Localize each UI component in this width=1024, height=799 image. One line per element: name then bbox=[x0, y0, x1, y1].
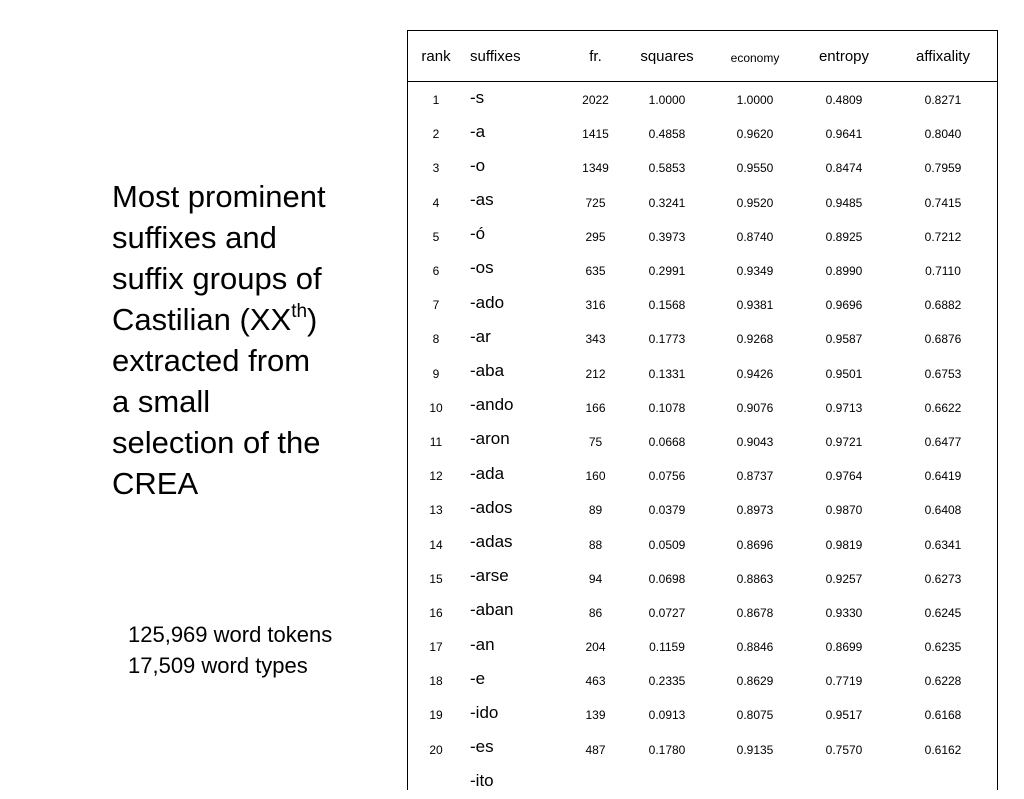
cell-fr: 463 bbox=[568, 663, 623, 697]
cell-rank: 18 bbox=[408, 663, 464, 697]
cell-fr: 343 bbox=[568, 321, 623, 355]
cell-economy: 0.8973 bbox=[711, 492, 799, 526]
cell-suffix: -es bbox=[464, 731, 568, 765]
title-line: Most prominent bbox=[112, 176, 372, 217]
cell-rank: 20 bbox=[408, 731, 464, 765]
cell-fr: 316 bbox=[568, 287, 623, 321]
cell-squares: 0.0509 bbox=[623, 526, 711, 560]
cell-suffix: -ada bbox=[464, 458, 568, 492]
cell-affixality: 0.6245 bbox=[889, 594, 997, 628]
cell-squares: 0.0668 bbox=[623, 423, 711, 457]
header-suffixes: suffixes bbox=[464, 31, 568, 82]
table-row bbox=[408, 287, 997, 321]
header-affixality: affixality bbox=[889, 31, 997, 82]
cell-affixality: 0.6408 bbox=[889, 492, 997, 526]
table-row bbox=[408, 82, 997, 116]
cell-squares: 0.1078 bbox=[623, 389, 711, 423]
cell-affixality: 0.6341 bbox=[889, 526, 997, 560]
cell-rank: 1 bbox=[408, 82, 464, 116]
header-entropy: entropy bbox=[799, 31, 889, 82]
cell-suffix: -e bbox=[464, 663, 568, 697]
cell-rank: 11 bbox=[408, 423, 464, 457]
title-line: CREA bbox=[112, 463, 372, 504]
table-row bbox=[408, 150, 997, 184]
title-line bbox=[112, 299, 372, 340]
table-row bbox=[408, 116, 997, 150]
title-line: suffix groups of bbox=[112, 258, 372, 299]
cell-entropy: 0.9696 bbox=[799, 287, 889, 321]
cell-rank: 4 bbox=[408, 184, 464, 218]
cell-fr: 204 bbox=[568, 629, 623, 663]
cell-entropy: 0.9641 bbox=[799, 116, 889, 150]
cell-entropy: 0.9501 bbox=[799, 355, 889, 389]
cell-economy: 0.9520 bbox=[711, 184, 799, 218]
cell-entropy: 0.9721 bbox=[799, 423, 889, 457]
cell-economy: 0.8629 bbox=[711, 663, 799, 697]
cell-suffix: -ito bbox=[464, 765, 568, 799]
cell-entropy: 0.9517 bbox=[799, 697, 889, 731]
cell-affixality: 0.6753 bbox=[889, 355, 997, 389]
cell-rank: 7 bbox=[408, 287, 464, 321]
cell-entropy: 0.9713 bbox=[799, 389, 889, 423]
cell-affixality: 0.6419 bbox=[889, 458, 997, 492]
cell-fr: 88 bbox=[568, 526, 623, 560]
cell-affixality: 0.6622 bbox=[889, 389, 997, 423]
cell-suffix: -o bbox=[464, 150, 568, 184]
cell-entropy bbox=[799, 765, 889, 799]
cell-economy: 0.9426 bbox=[711, 355, 799, 389]
cell-entropy: 0.7570 bbox=[799, 731, 889, 765]
cell-affixality: 0.7415 bbox=[889, 184, 997, 218]
table-row bbox=[408, 594, 997, 628]
cell-affixality: 0.6162 bbox=[889, 731, 997, 765]
cell-fr bbox=[568, 765, 623, 799]
cell-economy: 0.8696 bbox=[711, 526, 799, 560]
cell-squares: 0.1773 bbox=[623, 321, 711, 355]
cell-rank: 9 bbox=[408, 355, 464, 389]
suffix-table bbox=[408, 31, 997, 799]
cell-suffix: -os bbox=[464, 252, 568, 286]
cell-rank: 13 bbox=[408, 492, 464, 526]
cell-suffix: -ar bbox=[464, 321, 568, 355]
cell-entropy: 0.9257 bbox=[799, 560, 889, 594]
cell-economy: 0.8075 bbox=[711, 697, 799, 731]
cell-squares: 0.4858 bbox=[623, 116, 711, 150]
cell-rank: 2 bbox=[408, 116, 464, 150]
cell-squares: 1.0000 bbox=[623, 82, 711, 116]
cell-entropy: 0.8699 bbox=[799, 629, 889, 663]
cell-squares bbox=[623, 765, 711, 799]
cell-fr: 160 bbox=[568, 458, 623, 492]
cell-suffix: -ó bbox=[464, 218, 568, 252]
cell-entropy: 0.9819 bbox=[799, 526, 889, 560]
cell-entropy: 0.8474 bbox=[799, 150, 889, 184]
cell-fr: 2022 bbox=[568, 82, 623, 116]
cell-fr: 1415 bbox=[568, 116, 623, 150]
cell-affixality: 0.7212 bbox=[889, 218, 997, 252]
table-body bbox=[408, 82, 997, 799]
cell-economy: 0.9135 bbox=[711, 731, 799, 765]
cell-suffix: -ado bbox=[464, 287, 568, 321]
table-row bbox=[408, 423, 997, 457]
cell-rank: 8 bbox=[408, 321, 464, 355]
cell-squares: 0.0727 bbox=[623, 594, 711, 628]
cell-economy: 0.9076 bbox=[711, 389, 799, 423]
cell-entropy: 0.8925 bbox=[799, 218, 889, 252]
cell-squares: 0.1780 bbox=[623, 731, 711, 765]
cell-suffix: -aron bbox=[464, 423, 568, 457]
cell-economy: 0.8863 bbox=[711, 560, 799, 594]
cell-squares: 0.1159 bbox=[623, 629, 711, 663]
cell-affixality: 0.6477 bbox=[889, 423, 997, 457]
cell-fr: 86 bbox=[568, 594, 623, 628]
cell-fr: 89 bbox=[568, 492, 623, 526]
cell-economy: 0.9043 bbox=[711, 423, 799, 457]
table-row bbox=[408, 355, 997, 389]
cell-squares: 0.3973 bbox=[623, 218, 711, 252]
table-row bbox=[408, 184, 997, 218]
cell-suffix: -ados bbox=[464, 492, 568, 526]
cell-affixality: 0.6876 bbox=[889, 321, 997, 355]
table-header-row bbox=[408, 31, 997, 82]
cell-affixality: 0.7959 bbox=[889, 150, 997, 184]
cell-economy: 0.9550 bbox=[711, 150, 799, 184]
corpus-stats bbox=[128, 619, 332, 681]
cell-rank: 17 bbox=[408, 629, 464, 663]
table-row bbox=[408, 389, 997, 423]
cell-affixality: 0.6882 bbox=[889, 287, 997, 321]
cell-economy bbox=[711, 765, 799, 799]
cell-economy: 0.9381 bbox=[711, 287, 799, 321]
cell-entropy: 0.9330 bbox=[799, 594, 889, 628]
cell-fr: 94 bbox=[568, 560, 623, 594]
cell-suffix: -s bbox=[464, 82, 568, 116]
table-row bbox=[408, 697, 997, 731]
cell-suffix: -adas bbox=[464, 526, 568, 560]
cell-rank: 15 bbox=[408, 560, 464, 594]
header-fr: fr. bbox=[568, 31, 623, 82]
cell-squares: 0.0379 bbox=[623, 492, 711, 526]
cell-squares: 0.1568 bbox=[623, 287, 711, 321]
table-row bbox=[408, 458, 997, 492]
suffix-table-frame bbox=[407, 30, 998, 790]
word-types: 17,509 word types bbox=[128, 650, 332, 681]
cell-entropy: 0.7719 bbox=[799, 663, 889, 697]
cell-affixality: 0.6168 bbox=[889, 697, 997, 731]
cell-economy: 0.8678 bbox=[711, 594, 799, 628]
cell-suffix: -a bbox=[464, 116, 568, 150]
header-squares: squares bbox=[623, 31, 711, 82]
title-line: extracted from bbox=[112, 340, 372, 381]
table-row bbox=[408, 765, 997, 799]
title-text: ) bbox=[307, 302, 317, 337]
superscript: th bbox=[291, 301, 307, 322]
cell-entropy: 0.9587 bbox=[799, 321, 889, 355]
cell-suffix: -as bbox=[464, 184, 568, 218]
cell-entropy: 0.9485 bbox=[799, 184, 889, 218]
cell-rank: 14 bbox=[408, 526, 464, 560]
cell-rank: 19 bbox=[408, 697, 464, 731]
cell-squares: 0.1331 bbox=[623, 355, 711, 389]
cell-suffix: -arse bbox=[464, 560, 568, 594]
cell-fr: 139 bbox=[568, 697, 623, 731]
cell-squares: 0.0756 bbox=[623, 458, 711, 492]
cell-suffix: -aban bbox=[464, 594, 568, 628]
cell-suffix: -aba bbox=[464, 355, 568, 389]
cell-entropy: 0.8990 bbox=[799, 252, 889, 286]
cell-rank: 10 bbox=[408, 389, 464, 423]
cell-rank: 3 bbox=[408, 150, 464, 184]
cell-economy: 0.9349 bbox=[711, 252, 799, 286]
cell-economy: 0.8740 bbox=[711, 218, 799, 252]
slide-title bbox=[112, 176, 372, 504]
cell-affixality bbox=[889, 765, 997, 799]
title-text: Castilian (XX bbox=[112, 302, 291, 337]
cell-fr: 1349 bbox=[568, 150, 623, 184]
cell-squares: 0.3241 bbox=[623, 184, 711, 218]
cell-rank: 6 bbox=[408, 252, 464, 286]
cell-economy: 0.9268 bbox=[711, 321, 799, 355]
cell-squares: 0.5853 bbox=[623, 150, 711, 184]
cell-entropy: 0.4809 bbox=[799, 82, 889, 116]
cell-affixality: 0.6228 bbox=[889, 663, 997, 697]
cell-fr: 75 bbox=[568, 423, 623, 457]
header-economy: economy bbox=[711, 31, 799, 82]
table-row bbox=[408, 629, 997, 663]
title-line: selection of the bbox=[112, 422, 372, 463]
table-row bbox=[408, 218, 997, 252]
header-rank: rank bbox=[408, 31, 464, 82]
cell-squares: 0.0698 bbox=[623, 560, 711, 594]
cell-rank bbox=[408, 765, 464, 799]
cell-entropy: 0.9870 bbox=[799, 492, 889, 526]
cell-fr: 166 bbox=[568, 389, 623, 423]
title-line: a small bbox=[112, 381, 372, 422]
cell-fr: 725 bbox=[568, 184, 623, 218]
cell-fr: 295 bbox=[568, 218, 623, 252]
cell-suffix: -an bbox=[464, 629, 568, 663]
cell-affixality: 0.8040 bbox=[889, 116, 997, 150]
cell-squares: 0.0913 bbox=[623, 697, 711, 731]
cell-rank: 5 bbox=[408, 218, 464, 252]
cell-affixality: 0.6273 bbox=[889, 560, 997, 594]
cell-squares: 0.2991 bbox=[623, 252, 711, 286]
cell-rank: 16 bbox=[408, 594, 464, 628]
cell-affixality: 0.6235 bbox=[889, 629, 997, 663]
table-row bbox=[408, 526, 997, 560]
cell-rank: 12 bbox=[408, 458, 464, 492]
word-tokens: 125,969 word tokens bbox=[128, 619, 332, 650]
cell-economy: 0.8737 bbox=[711, 458, 799, 492]
cell-suffix: -ido bbox=[464, 697, 568, 731]
table-row bbox=[408, 321, 997, 355]
table-row bbox=[408, 731, 997, 765]
table-row bbox=[408, 663, 997, 697]
table-row bbox=[408, 492, 997, 526]
cell-affixality: 0.7110 bbox=[889, 252, 997, 286]
cell-fr: 635 bbox=[568, 252, 623, 286]
cell-fr: 212 bbox=[568, 355, 623, 389]
cell-squares: 0.2335 bbox=[623, 663, 711, 697]
cell-affixality: 0.8271 bbox=[889, 82, 997, 116]
cell-economy: 1.0000 bbox=[711, 82, 799, 116]
title-line: suffixes and bbox=[112, 217, 372, 258]
table-row bbox=[408, 252, 997, 286]
cell-economy: 0.8846 bbox=[711, 629, 799, 663]
table-row bbox=[408, 560, 997, 594]
cell-fr: 487 bbox=[568, 731, 623, 765]
cell-economy: 0.9620 bbox=[711, 116, 799, 150]
cell-suffix: -ando bbox=[464, 389, 568, 423]
cell-entropy: 0.9764 bbox=[799, 458, 889, 492]
